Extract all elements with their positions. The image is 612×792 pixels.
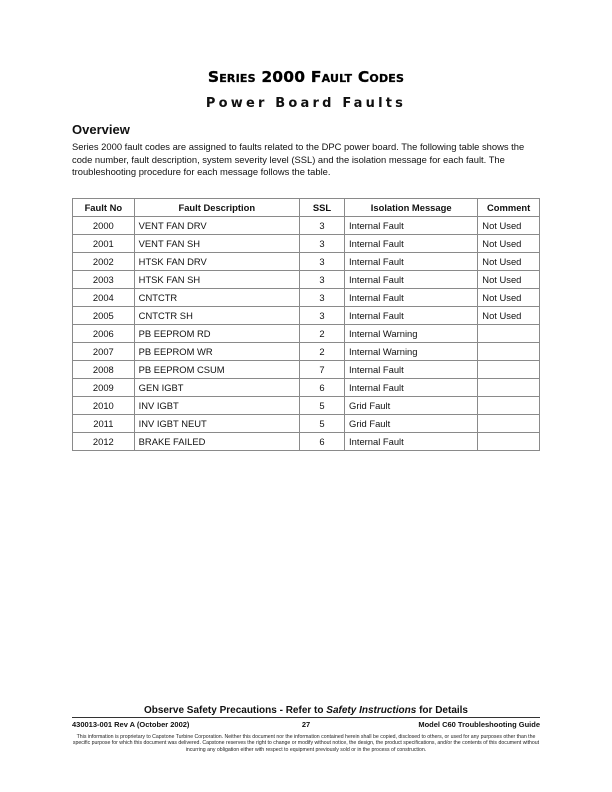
cell-fault-no: 2007 bbox=[73, 343, 135, 361]
page-subtitle: Power Board Faults bbox=[205, 96, 407, 111]
cell-comment: Not Used bbox=[478, 253, 540, 271]
overview-heading: Overview bbox=[72, 122, 130, 137]
table-row bbox=[73, 217, 540, 235]
cell-ssl: 7 bbox=[299, 361, 344, 379]
cell-fault-no: 2001 bbox=[73, 235, 135, 253]
cell-fault-no: 2010 bbox=[73, 397, 135, 415]
cell-fault-description: GEN IGBT bbox=[134, 379, 299, 397]
cell-isolation-message: Internal Fault bbox=[345, 235, 478, 253]
cell-ssl: 3 bbox=[299, 289, 344, 307]
cell-isolation-message: Internal Warning bbox=[345, 343, 478, 361]
cell-isolation-message: Internal Fault bbox=[345, 307, 478, 325]
cell-fault-no: 2008 bbox=[73, 361, 135, 379]
cell-comment bbox=[478, 343, 540, 361]
cell-comment: Not Used bbox=[478, 235, 540, 253]
header-fault-description: Fault Description bbox=[134, 199, 299, 217]
cell-ssl: 5 bbox=[299, 397, 344, 415]
table-row bbox=[73, 415, 540, 433]
header-isolation-message: Isolation Message bbox=[345, 199, 478, 217]
cell-fault-description: CNTCTR SH bbox=[134, 307, 299, 325]
safety-notice-suffix: for Details bbox=[416, 705, 468, 716]
cell-fault-description: CNTCTR bbox=[134, 289, 299, 307]
cell-fault-no: 2011 bbox=[73, 415, 135, 433]
cell-isolation-message: Internal Fault bbox=[345, 433, 478, 451]
cell-fault-description: VENT FAN DRV bbox=[134, 217, 299, 235]
table-row bbox=[73, 361, 540, 379]
table-row bbox=[73, 433, 540, 451]
table-row bbox=[73, 253, 540, 271]
overview-text: Series 2000 fault codes are assigned to faults related to the DPC power board. The following table shows the code number, fault description, system severity level (SSL) and the isolation message for each fault. The troubleshooting procedure for each message follows the table. bbox=[72, 141, 525, 178]
cell-comment bbox=[478, 433, 540, 451]
table-row bbox=[73, 325, 540, 343]
cell-comment: Not Used bbox=[478, 271, 540, 289]
cell-fault-description: INV IGBT NEUT bbox=[134, 415, 299, 433]
cell-comment bbox=[478, 415, 540, 433]
cell-ssl: 3 bbox=[299, 253, 344, 271]
footer-page-number: 27 bbox=[301, 720, 311, 729]
cell-fault-description: INV IGBT bbox=[134, 397, 299, 415]
cell-fault-description: PB EEPROM CSUM bbox=[134, 361, 299, 379]
cell-comment bbox=[478, 397, 540, 415]
cell-comment bbox=[478, 379, 540, 397]
cell-fault-no: 2000 bbox=[73, 217, 135, 235]
cell-fault-no: 2009 bbox=[73, 379, 135, 397]
cell-ssl: 5 bbox=[299, 415, 344, 433]
header-comment: Comment bbox=[478, 199, 540, 217]
footer-guide-title: Model C60 Troubleshooting Guide bbox=[418, 720, 540, 729]
cell-ssl: 3 bbox=[299, 217, 344, 235]
safety-notice bbox=[0, 705, 612, 716]
safety-instructions-reference: Safety Instructions bbox=[326, 705, 417, 716]
footer-divider bbox=[72, 717, 540, 718]
cell-fault-description: VENT FAN SH bbox=[134, 235, 299, 253]
fault-code-table bbox=[72, 198, 540, 451]
cell-fault-no: 2005 bbox=[73, 307, 135, 325]
cell-comment bbox=[478, 361, 540, 379]
table-row bbox=[73, 379, 540, 397]
table-row bbox=[73, 235, 540, 253]
cell-fault-description: HTSK FAN SH bbox=[134, 271, 299, 289]
cell-isolation-message: Internal Fault bbox=[345, 289, 478, 307]
cell-isolation-message: Internal Warning bbox=[345, 325, 478, 343]
cell-comment bbox=[478, 325, 540, 343]
table-row bbox=[73, 307, 540, 325]
table-row bbox=[73, 271, 540, 289]
header-ssl: SSL bbox=[299, 199, 344, 217]
cell-ssl: 6 bbox=[299, 433, 344, 451]
cell-fault-no: 2012 bbox=[73, 433, 135, 451]
table-header-row bbox=[73, 199, 540, 217]
cell-isolation-message: Internal Fault bbox=[345, 253, 478, 271]
cell-fault-description: HTSK FAN DRV bbox=[134, 253, 299, 271]
cell-isolation-message: Internal Fault bbox=[345, 217, 478, 235]
cell-comment: Not Used bbox=[478, 307, 540, 325]
cell-isolation-message: Internal Fault bbox=[345, 361, 478, 379]
cell-ssl: 6 bbox=[299, 379, 344, 397]
page-title: Series 2000 Fault Codes bbox=[207, 68, 405, 86]
cell-comment: Not Used bbox=[478, 289, 540, 307]
cell-fault-no: 2006 bbox=[73, 325, 135, 343]
header-fault-no: Fault No bbox=[73, 199, 135, 217]
cell-ssl: 2 bbox=[299, 343, 344, 361]
cell-ssl: 2 bbox=[299, 325, 344, 343]
table-row bbox=[73, 289, 540, 307]
footer-doc-number: 430013-001 Rev A (October 2002) bbox=[72, 720, 190, 729]
cell-isolation-message: Internal Fault bbox=[345, 379, 478, 397]
cell-isolation-message: Grid Fault bbox=[345, 397, 478, 415]
cell-isolation-message: Grid Fault bbox=[345, 415, 478, 433]
safety-notice-prefix: Observe Safety Precautions - Refer to bbox=[143, 705, 327, 716]
cell-fault-no: 2003 bbox=[73, 271, 135, 289]
cell-ssl: 3 bbox=[299, 271, 344, 289]
cell-fault-description: PB EEPROM RD bbox=[134, 325, 299, 343]
cell-ssl: 3 bbox=[299, 307, 344, 325]
table-row bbox=[73, 343, 540, 361]
cell-fault-no: 2002 bbox=[73, 253, 135, 271]
cell-fault-description: PB EEPROM WR bbox=[134, 343, 299, 361]
cell-fault-description: BRAKE FAILED bbox=[134, 433, 299, 451]
cell-fault-no: 2004 bbox=[73, 289, 135, 307]
footer-disclaimer: This information is proprietary to Capstone Turbine Corporation. Neither this document nor the information contained herein shall be copied, disclosed to others, or used for any purposes other than the specific purpose for which this document was delivered. Capstone reserves the right to change or modify without notice, the design, the product specifications, and/or the contents of this document without incurring any obligation either with respect to equipment previously sold or in the process of construction. bbox=[72, 734, 540, 753]
cell-isolation-message: Internal Fault bbox=[345, 271, 478, 289]
table-row bbox=[73, 397, 540, 415]
cell-ssl: 3 bbox=[299, 235, 344, 253]
cell-comment: Not Used bbox=[478, 217, 540, 235]
